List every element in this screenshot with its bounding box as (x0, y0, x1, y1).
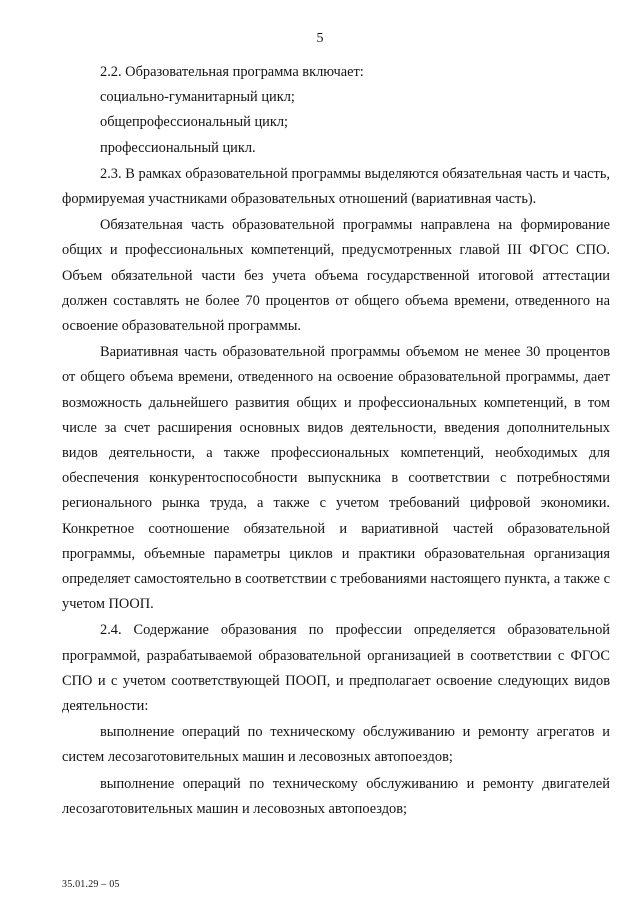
cycle-item-general: общепрофессиональный цикл; (100, 114, 289, 131)
variable-part-paragraph: Вариативная часть образовательной программы объемом не менее 30 процентов от общего объема времени, отведенного на освоение образовательной программы, дает возможность дальнейшего развития общих и профессиональных компетенций, в том числе за счет расширения основных видов деятельности, введения дополнительных видов деятельности, а также профессиональных компетенций, необходимых для обеспечения конкурентоспособности выпускника в соответствии с потребностями регионального рынка труда, а также с учетом требований цифровой экономики. Конкретное соотношение обязательной и вариативной частей образовательной программы, объемные параметры циклов и практики образовательная организация определяет самостоятельно в соответствии с требованиями настоящего пункта, а также с учетом ПООП. (62, 344, 610, 613)
mandatory-part-paragraph: Обязательная часть образовательной программы направлена на формирование общих и профессиональных компетенций, предусмотренных главой III ФГОС СПО. Объем обязательной части без учета объема государственной итоговой аттестации должен составлять не более 70 процентов от общего объема времени, отведенного на освоение образовательной программы. (62, 217, 610, 335)
activity-item-aggregates: выполнение операций по техническому обслуживанию и ремонту агрегатов и систем лесозаготовительных машин и лесовозных автопоездов; (62, 724, 610, 766)
section-2-2-intro: 2.2. Образовательная программа включает: (100, 64, 364, 80)
activity-item-engines: выполнение операций по техническому обслуживанию и ремонту двигателей лесозаготовительных машин и лесовозных автопоездов; (62, 775, 610, 817)
document-body (62, 60, 610, 822)
cycle-item-social: социально-гуманитарный цикл; (100, 89, 295, 106)
cycle-item-professional: профессиональный цикл. (100, 139, 256, 156)
section-2-3-paragraph: 2.3. В рамках образовательной программы выделяются обязательная часть и часть, формируемая участниками образовательных отношений (вариативная часть). (62, 165, 610, 208)
section-2-4-paragraph: 2.4. Содержание образования по профессии определяется образовательной программой, разрабатываемой образовательной организацией в соответствии с ФГОС СПО и с учетом соответствующей ПООП, и предполагает освоение следующих видов деятельности: (62, 622, 610, 715)
page-number: 5 (316, 31, 324, 46)
document-code: 35.01.29 – 05 (62, 879, 120, 890)
